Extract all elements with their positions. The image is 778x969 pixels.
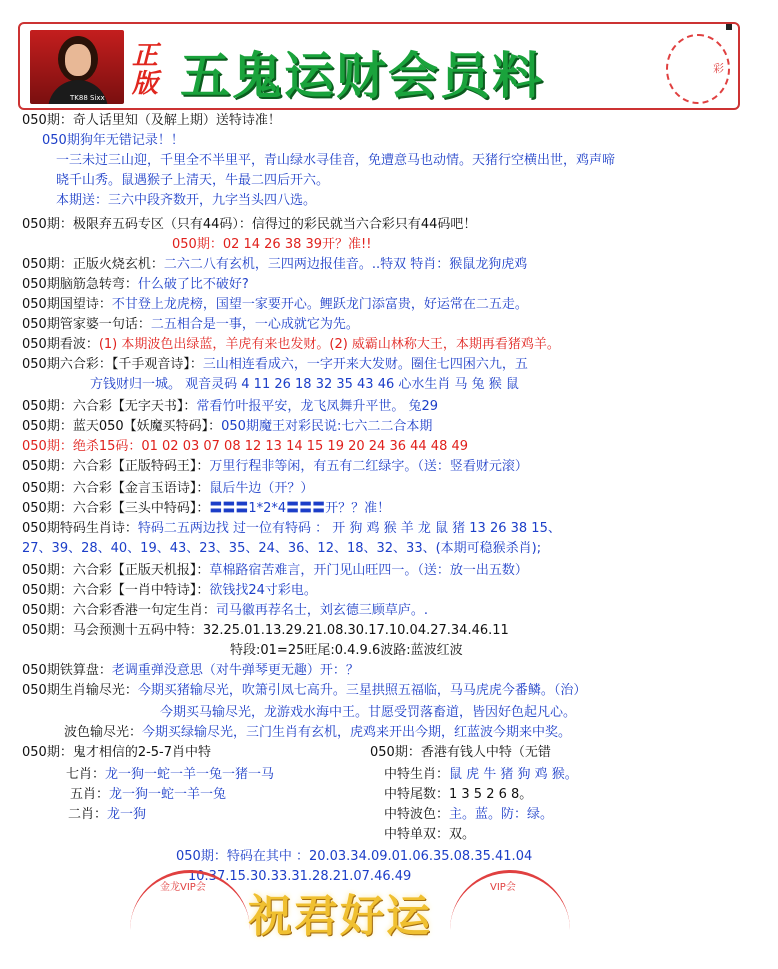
avatar-photo bbox=[30, 30, 124, 104]
text-line-l14 bbox=[90, 376, 519, 394]
text-segment: 二肖： bbox=[68, 807, 108, 822]
text-segment: 050期铁算盘： bbox=[22, 663, 112, 678]
text-segment: 七肖： bbox=[66, 767, 106, 782]
text-segment: 050期：六合彩香港一句定生肖： bbox=[22, 603, 216, 618]
text-segment: 今期买绿输尽光，三门生肖有玄机，虎鸡来开出今期，红蓝波今期来中奖。 bbox=[142, 725, 572, 740]
text-line-l21 bbox=[22, 520, 561, 538]
text-line-l34 bbox=[66, 766, 274, 784]
text-segment: 27、39、28、40、19、43、23、35、24、36、12、18、32、33、(本期可稳猴杀肖); bbox=[22, 541, 542, 556]
text-segment: 中特单双：双。 bbox=[384, 827, 476, 842]
text-line-l32 bbox=[22, 744, 211, 762]
text-segment: 主。蓝。防：绿。 bbox=[449, 807, 554, 822]
text-line-l26 bbox=[22, 622, 509, 640]
text-segment: 050期：马会预测十五码中特：32.25.01.13.29.21.08.30.17.10.04.27.34.46.11 bbox=[22, 623, 509, 638]
text-segment: 050期：蓝天050【妖魔买特码】： bbox=[22, 419, 222, 434]
right-mark: 彩 bbox=[713, 62, 724, 75]
text-segment: 050期：奇人话里知（及解上期）送特诗准！ bbox=[22, 113, 281, 128]
text-segment: 050期：六合彩【无字天书】： bbox=[22, 399, 197, 414]
text-line-l22 bbox=[22, 540, 541, 558]
text-line-l5 bbox=[56, 192, 316, 210]
text-line-l39 bbox=[384, 806, 553, 824]
corner-mark-icon bbox=[726, 24, 732, 30]
text-line-l7 bbox=[172, 236, 371, 254]
text-line-l18 bbox=[22, 458, 528, 476]
text-segment: 050期：六合彩【金言玉语诗】： bbox=[22, 481, 210, 496]
text-segment: 万里行程非等闲，有五有二红绿字。（送：竖看财元滚） bbox=[209, 459, 528, 474]
text-segment: 欲钱找24寸彩电。 bbox=[209, 583, 317, 598]
text-segment: 龙一狗 bbox=[107, 807, 147, 822]
text-line-l4 bbox=[56, 172, 329, 190]
text-segment: 050期国望诗： bbox=[22, 297, 112, 312]
text-segment: 中特尾数：1 3 5 2 6 8。 bbox=[384, 787, 533, 802]
text-line-l36 bbox=[70, 786, 226, 804]
text-segment: 10.37.15.30.33.31.28.21.07.46.49 bbox=[188, 869, 412, 884]
text-line-l37 bbox=[384, 786, 532, 804]
text-line-l28 bbox=[22, 662, 359, 680]
text-segment: 050期：正版火烧玄机： bbox=[22, 257, 164, 272]
text-segment: 050期：鬼才相信的2-5-7肖中特 bbox=[22, 745, 212, 760]
text-line-l3 bbox=[56, 152, 615, 170]
header-banner bbox=[18, 22, 740, 110]
text-segment: 二六二八有玄机，三四两边报佳音。..特双 特肖：猴鼠龙狗虎鸡 bbox=[163, 257, 528, 272]
text-segment: 050期看波： bbox=[22, 337, 99, 352]
seal-right-text: VIP会 bbox=[490, 882, 516, 893]
text-segment: 050期魔王对彩民说:七六二二合本期 bbox=[221, 419, 433, 434]
text-segment: 本期送：三六中段齐数开，九字当头四八选。 bbox=[56, 193, 317, 208]
text-segment: 050期：极限弃五码专区（只有44码）：信得过的彩民就当六合彩只有44码吧！ bbox=[22, 217, 477, 232]
text-line-l41 bbox=[176, 848, 532, 866]
text-line-l19 bbox=[22, 480, 313, 498]
seal-left-text: 金龙VIP会 bbox=[160, 882, 206, 893]
text-segment: 050期生肖输尽光： bbox=[22, 683, 138, 698]
text-line-l17 bbox=[22, 438, 468, 456]
text-segment: 草棉路宿苦难言，开门见山旺四一。（送：放一出五数） bbox=[209, 563, 528, 578]
text-segment: 050期：六合彩【一肖中特诗】： bbox=[22, 583, 210, 598]
text-segment: (1) 本期波色出绿蓝，羊虎有来也发财。(2) 威霸山林称大王，本期再看猪鸡羊。 bbox=[98, 337, 560, 352]
text-line-l38 bbox=[68, 806, 146, 824]
text-segment: 三山相连看成六，一字开来大发财。圈住七四困六九，五 bbox=[202, 357, 528, 372]
page-title: 五鬼运财会员料 bbox=[180, 47, 544, 105]
text-segment: 050期：特码在其中 ：20.03.34.09.01.06.35.08.35.41.04 bbox=[176, 849, 533, 864]
text-segment: 050期六合彩：【千手观音诗】： bbox=[22, 357, 203, 372]
text-segment: 不甘登上龙虎榜，国望一家要开心。鲤跃龙门添富贵，好运常在二五走。 bbox=[111, 297, 528, 312]
text-line-l1 bbox=[22, 112, 281, 130]
text-segment: 050期：香港有钱人中特（无错 bbox=[370, 745, 551, 760]
text-segment: 晓千山秀。鼠遇猴子上清天，牛最二四后开六。 bbox=[56, 173, 330, 188]
text-line-l2 bbox=[42, 132, 184, 150]
text-line-l31 bbox=[64, 724, 571, 742]
text-line-l25 bbox=[22, 602, 428, 620]
text-segment: 050期：六合彩【三头中特码】： bbox=[22, 501, 210, 516]
text-segment: 特段:01=25旺尾:0.4.9.6波路:蓝波红波 bbox=[230, 643, 463, 658]
text-line-l23 bbox=[22, 562, 528, 580]
text-segment: 一三未过三山迎，千里全不半里平，青山绿水寻佳音，免遭意马也动情。天猪行空横出世，鸡声啼 bbox=[56, 153, 616, 168]
text-segment: 什么破了比不破好? bbox=[137, 277, 249, 292]
text-segment: 〓〓〓1*2*4〓〓〓开？？准！ bbox=[209, 501, 391, 516]
text-line-l11 bbox=[22, 316, 359, 334]
photo-caption: TK88 Sixx bbox=[70, 94, 105, 102]
text-line-l20 bbox=[22, 500, 390, 518]
text-line-l35 bbox=[384, 766, 578, 784]
text-segment: 050期：02 14 26 38 39开？准!! bbox=[172, 237, 372, 252]
text-segment: 050期脑筋急转弯： bbox=[22, 277, 138, 292]
text-segment: 龙一狗一蛇一羊一兔 bbox=[109, 787, 227, 802]
blessing-text: 祝君好运 bbox=[248, 891, 432, 942]
text-line-l29 bbox=[22, 682, 586, 700]
text-segment: 今期买猪输尽光，吹箫引凤七高升。三星拱照五福临，马马虎虎今番鳞。（治） bbox=[137, 683, 587, 698]
text-segment: 方钱财归一城。 观音灵码 4 11 26 18 32 35 43 46 心水生肖 马 兔 猴 鼠 bbox=[90, 377, 519, 392]
text-segment: 050期特码生肖诗： bbox=[22, 521, 138, 536]
text-segment: 龙一狗一蛇一羊一兔一猪一马 bbox=[105, 767, 275, 782]
text-line-l10 bbox=[22, 296, 528, 314]
text-line-l24 bbox=[22, 582, 317, 600]
text-line-l15 bbox=[22, 398, 438, 416]
text-segment: 二五相合是一事，一心成就它为先。 bbox=[150, 317, 359, 332]
text-segment: 常看竹叶报平安，龙飞凤舞升平世。 兔29 bbox=[196, 399, 439, 414]
text-line-l30 bbox=[160, 704, 576, 722]
text-segment: 050期狗年无错记录！！ bbox=[42, 133, 184, 148]
text-segment: 中特生肖： bbox=[384, 767, 450, 782]
text-line-l40 bbox=[384, 826, 475, 844]
text-line-l9 bbox=[22, 276, 249, 294]
text-segment: 波色输尽光： bbox=[64, 725, 143, 740]
text-segment: 鼠后牛边（开？） bbox=[209, 481, 314, 496]
text-segment: 司马徽再荐名士，刘玄德三顾草庐。. bbox=[215, 603, 428, 618]
text-segment: 五肖： bbox=[70, 787, 110, 802]
text-line-l33 bbox=[370, 744, 551, 762]
text-segment: 050期：绝杀15码：01 02 03 07 08 12 13 14 15 19 20 24 36 44 48 49 bbox=[22, 439, 469, 454]
text-segment: 今期买马输尽光，龙游戏水海中王。甘愿受罚落畜道，皆因好色起凡心。 bbox=[160, 705, 577, 720]
text-segment: 050期：六合彩【正版天机报】： bbox=[22, 563, 210, 578]
text-segment: 特码二五两边找 过一位有特码 ： 开 狗 鸡 猴 羊 龙 鼠 猪 13 26 38 15、 bbox=[137, 521, 561, 536]
text-segment: 中特波色： bbox=[384, 807, 450, 822]
text-line-l6 bbox=[22, 216, 476, 234]
text-line-l13 bbox=[22, 356, 528, 374]
zheng-ban-label: 正版 bbox=[132, 41, 159, 99]
text-segment: 050期：六合彩【正版特码王】： bbox=[22, 459, 210, 474]
text-segment: 050期管家婆一句话： bbox=[22, 317, 151, 332]
text-segment: 鼠 虎 牛 猪 狗 鸡 猴。 bbox=[449, 767, 578, 782]
text-line-l12 bbox=[22, 336, 560, 354]
text-line-l27 bbox=[230, 642, 463, 660]
text-line-l16 bbox=[22, 418, 432, 436]
text-segment: 老调重弹没意思（对牛弹琴更无趣）开：？ bbox=[111, 663, 359, 678]
text-line-l8 bbox=[22, 256, 527, 274]
